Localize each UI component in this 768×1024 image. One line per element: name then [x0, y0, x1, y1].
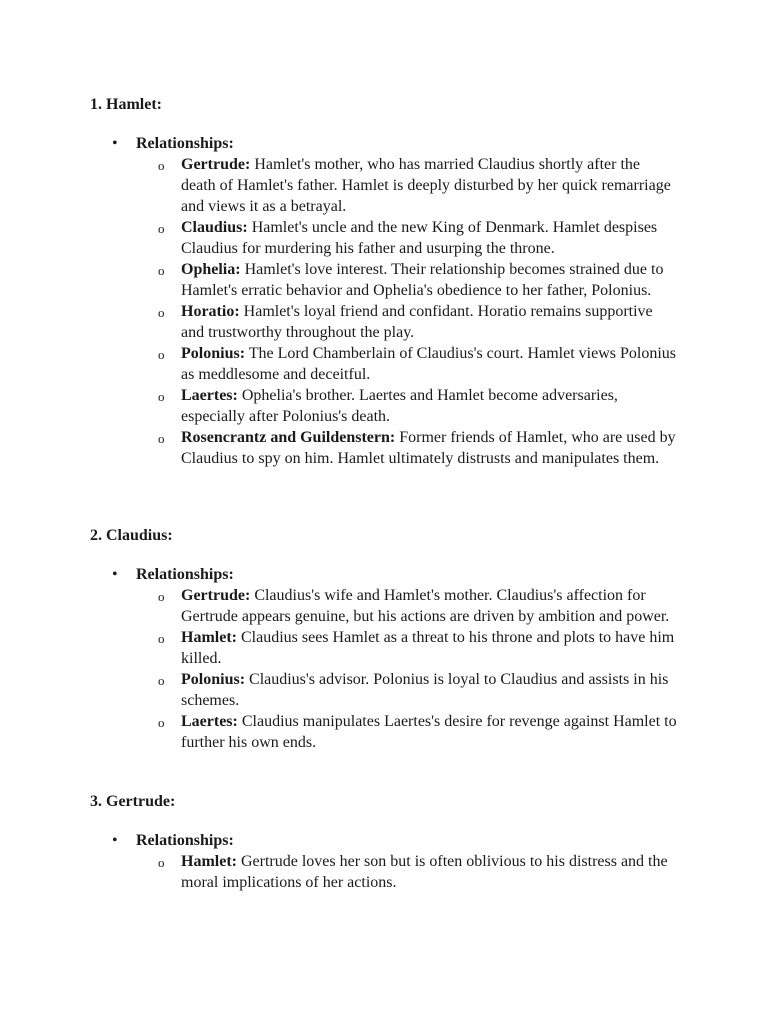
sub-bullet-marker: o: [158, 855, 165, 870]
relationship-item: [90, 343, 677, 385]
bullet-marker: •: [112, 135, 118, 152]
relationships-bullet: [90, 564, 690, 585]
bullet-marker: •: [112, 566, 118, 583]
relationship-item: [90, 385, 677, 427]
sub-bullet-marker: o: [158, 305, 165, 320]
section-heading: 1. Hamlet:: [90, 96, 162, 113]
character-name: Horatio:: [181, 303, 240, 320]
character-name: Gertrude:: [181, 587, 251, 604]
relationship-description: Former friends of Hamlet, who are used by Claudius to spy on him. Hamlet ultimately distrusts and manipulates them.: [181, 429, 676, 467]
sub-bullet-marker: o: [158, 431, 165, 446]
character-name: Rosencrantz and Guildenstern:: [181, 429, 396, 446]
relationship-item: [90, 259, 677, 301]
relationship-description: The Lord Chamberlain of Claudius's court. Hamlet views Polonius as meddlesome and deceitful.: [181, 345, 676, 383]
section-heading: 2. Claudius:: [90, 527, 173, 544]
relationship-item: [90, 851, 677, 893]
relationship-item: [90, 711, 677, 753]
relationship-item: [90, 585, 677, 627]
sub-bullet-marker: o: [158, 673, 165, 688]
relationship-description: Hamlet's mother, who has married Claudius shortly after the death of Hamlet's father. Hamlet is deeply disturbed by her quick remarriage and views it as a betrayal.: [181, 156, 671, 215]
relationship-description: Hamlet's loyal friend and confidant. Horatio remains supportive and trustworthy throughout the play.: [181, 303, 653, 341]
sub-bullet-marker: o: [158, 715, 165, 730]
relationship-description: Ophelia's brother. Laertes and Hamlet become adversaries, especially after Polonius's death.: [181, 387, 618, 425]
sub-bullet-marker: o: [158, 158, 165, 173]
relationships-label: Relationships:: [136, 566, 234, 583]
relationship-item: [90, 427, 677, 469]
relationships-bullet: [90, 830, 690, 851]
relationship-item: [90, 627, 677, 669]
relationship-description: Hamlet's love interest. Their relationship becomes strained due to Hamlet's erratic behavior and Ophelia's obedience to her father, Polonius.: [181, 261, 664, 299]
relationship-list: [90, 154, 690, 469]
relationship-list: [90, 585, 690, 753]
section-hamlet: [90, 94, 690, 469]
relationship-item: [90, 154, 677, 217]
sub-bullet-marker: o: [158, 589, 165, 604]
sub-bullet-marker: o: [158, 389, 165, 404]
relationship-description: Claudius's advisor. Polonius is loyal to Claudius and assists in his schemes.: [181, 671, 669, 709]
relationship-description: Claudius's wife and Hamlet's mother. Claudius's affection for Gertrude appears genuine, but his actions are driven by ambition and power.: [181, 587, 670, 625]
relationships-bullet: [90, 133, 690, 154]
section-claudius: [90, 525, 690, 753]
sub-bullet-marker: o: [158, 347, 165, 362]
character-name: Polonius:: [181, 345, 246, 362]
character-name: Laertes:: [181, 713, 238, 730]
sub-bullet-marker: o: [158, 263, 165, 278]
sub-bullet-marker: o: [158, 631, 165, 646]
sub-bullet-marker: o: [158, 221, 165, 236]
section-heading: 3. Gertrude:: [90, 793, 176, 810]
relationship-item: [90, 301, 677, 343]
relationship-description: Claudius sees Hamlet as a threat to his throne and plots to have him killed.: [181, 629, 675, 667]
relationship-item: [90, 669, 677, 711]
character-name: Claudius:: [181, 219, 248, 236]
relationship-item: [90, 217, 677, 259]
bullet-marker: •: [112, 832, 118, 849]
character-name: Laertes:: [181, 387, 238, 404]
relationship-description: Gertrude loves her son but is often oblivious to his distress and the moral implications of her actions.: [181, 853, 668, 891]
relationship-description: Claudius manipulates Laertes's desire for revenge against Hamlet to further his own ends.: [181, 713, 677, 751]
relationships-label: Relationships:: [136, 832, 234, 849]
relationship-list: [90, 851, 690, 893]
character-name: Ophelia:: [181, 261, 241, 278]
relationships-label: Relationships:: [136, 135, 234, 152]
character-name: Polonius:: [181, 671, 246, 688]
relationship-description: Hamlet's uncle and the new King of Denmark. Hamlet despises Claudius for murdering his father and usurping the throne.: [181, 219, 658, 257]
character-name: Gertrude:: [181, 156, 251, 173]
section-gertrude: [90, 791, 690, 893]
character-name: Hamlet:: [181, 853, 237, 870]
character-name: Hamlet:: [181, 629, 237, 646]
